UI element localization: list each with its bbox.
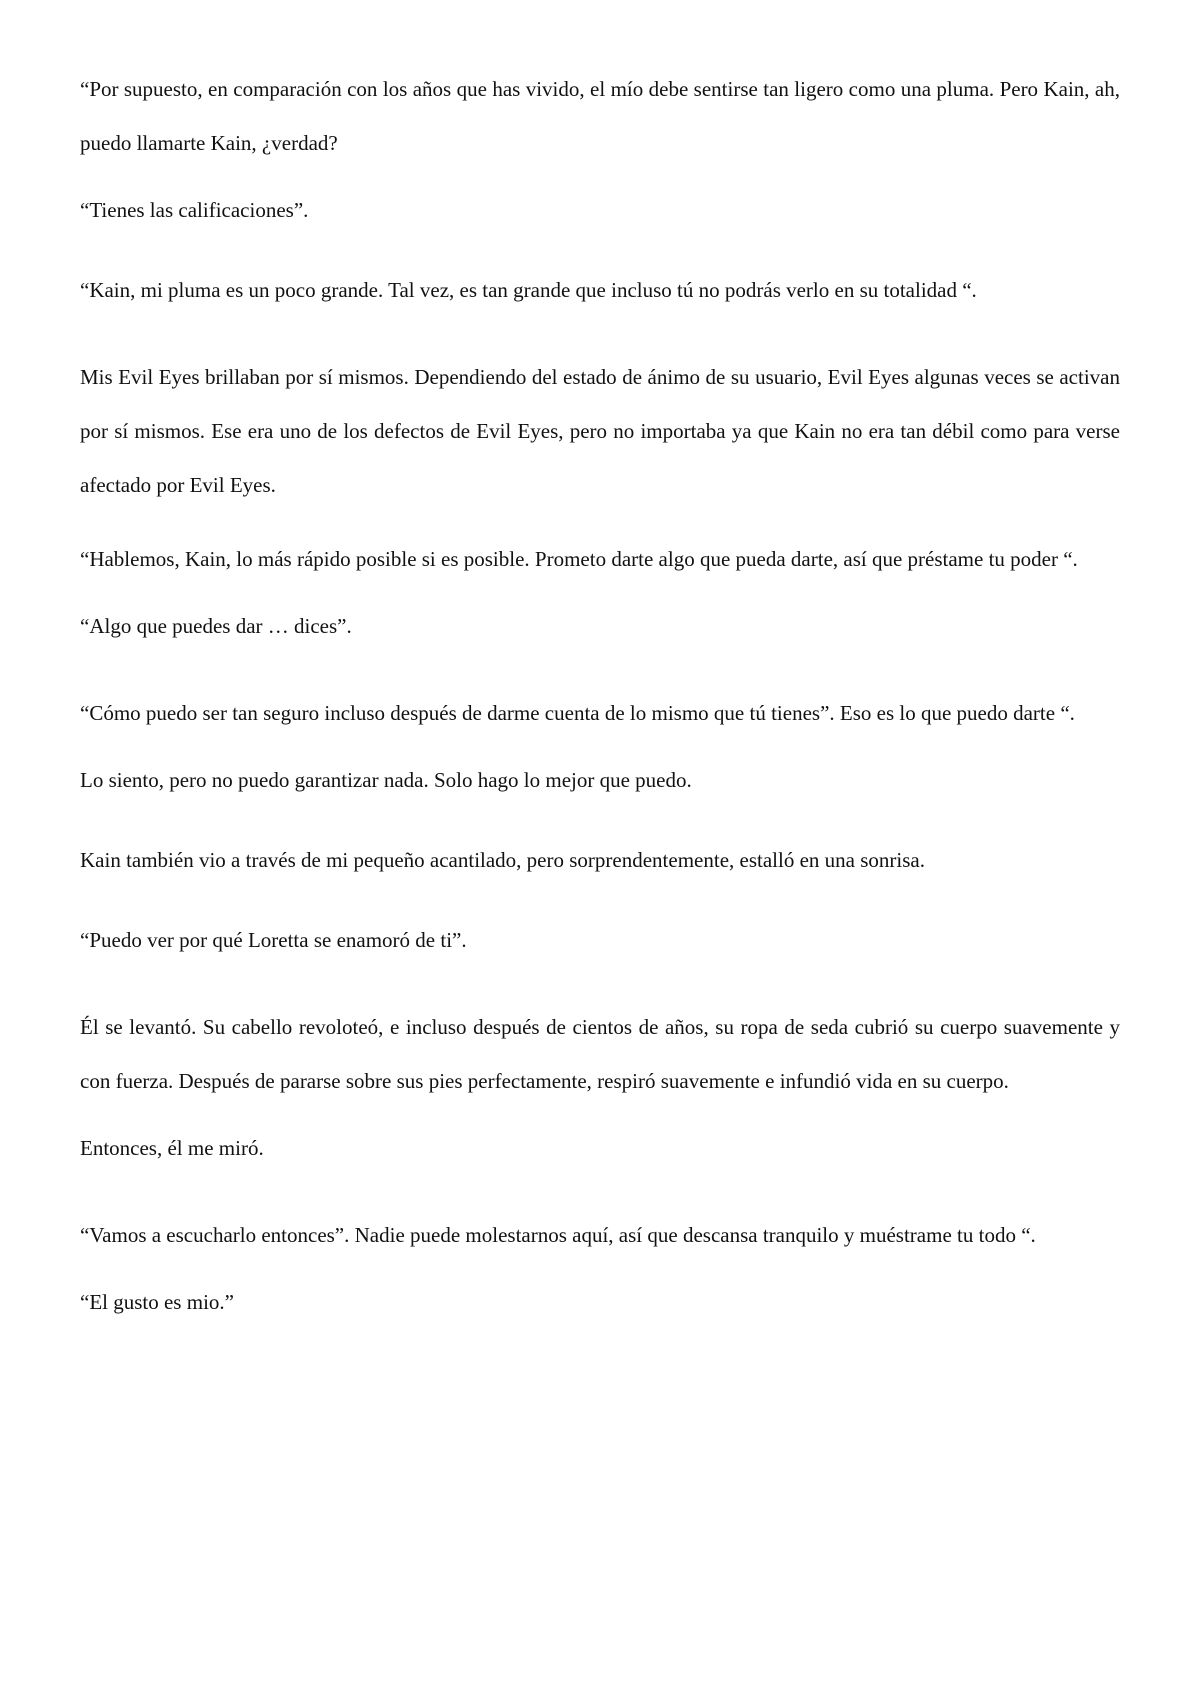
paragraph-4: Mis Evil Eyes brillaban por sí mismos. Dependiendo del estado de ánimo de su usuario, Evil Eyes algunas veces se activan por sí mismos. Ese era uno de los defectos de Evil Eyes, pero no importaba ya que Kain no era tan débil como para verse afectado por Evil Eyes. bbox=[80, 365, 1120, 497]
paragraph-3: “Kain, mi pluma es un poco grande. Tal vez, es tan grande que incluso tú no podrás verlo en su totalidad “. bbox=[80, 278, 977, 302]
paragraph-7: “Cómo puedo ser tan seguro incluso después de darme cuenta de lo mismo que tú tienes”. Eso es lo que puedo darte “. bbox=[80, 701, 1075, 725]
paragraph-6: “Algo que puedes dar … dices”. bbox=[80, 614, 352, 638]
paragraph-10: “Puedo ver por qué Loretta se enamoró de ti”. bbox=[80, 928, 467, 952]
paragraph-13: “Vamos a escucharlo entonces”. Nadie puede molestarnos aquí, así que descansa tranquilo y muéstrame tu todo “. bbox=[80, 1223, 1036, 1247]
paragraph-8: Lo siento, pero no puedo garantizar nada. Solo hago lo mejor que puedo. bbox=[80, 768, 692, 792]
paragraph-14: “El gusto es mio.” bbox=[80, 1290, 234, 1314]
paragraph-11: Él se levantó. Su cabello revoloteó, e incluso después de cientos de años, su ropa de seda cubrió su cuerpo suavemente y con fuerza. Después de pararse sobre sus pies perfectamente, respiró suavemente e infundió vida en su cuerpo. bbox=[80, 1015, 1120, 1093]
paragraph-9: Kain también vio a través de mi pequeño acantilado, pero sorprendentemente, estalló en una sonrisa. bbox=[80, 848, 925, 872]
paragraph-5: “Hablemos, Kain, lo más rápido posible si es posible. Prometo darte algo que pueda darte, así que préstame tu poder “. bbox=[80, 547, 1078, 571]
paragraph-2: “Tienes las calificaciones”. bbox=[80, 198, 309, 222]
paragraph-12: Entonces, él me miró. bbox=[80, 1136, 264, 1160]
paragraph-1: “Por supuesto, en comparación con los años que has vivido, el mío debe sentirse tan ligero como una pluma. Pero Kain, ah, puedo llamarte Kain, ¿verdad? bbox=[80, 77, 1120, 155]
